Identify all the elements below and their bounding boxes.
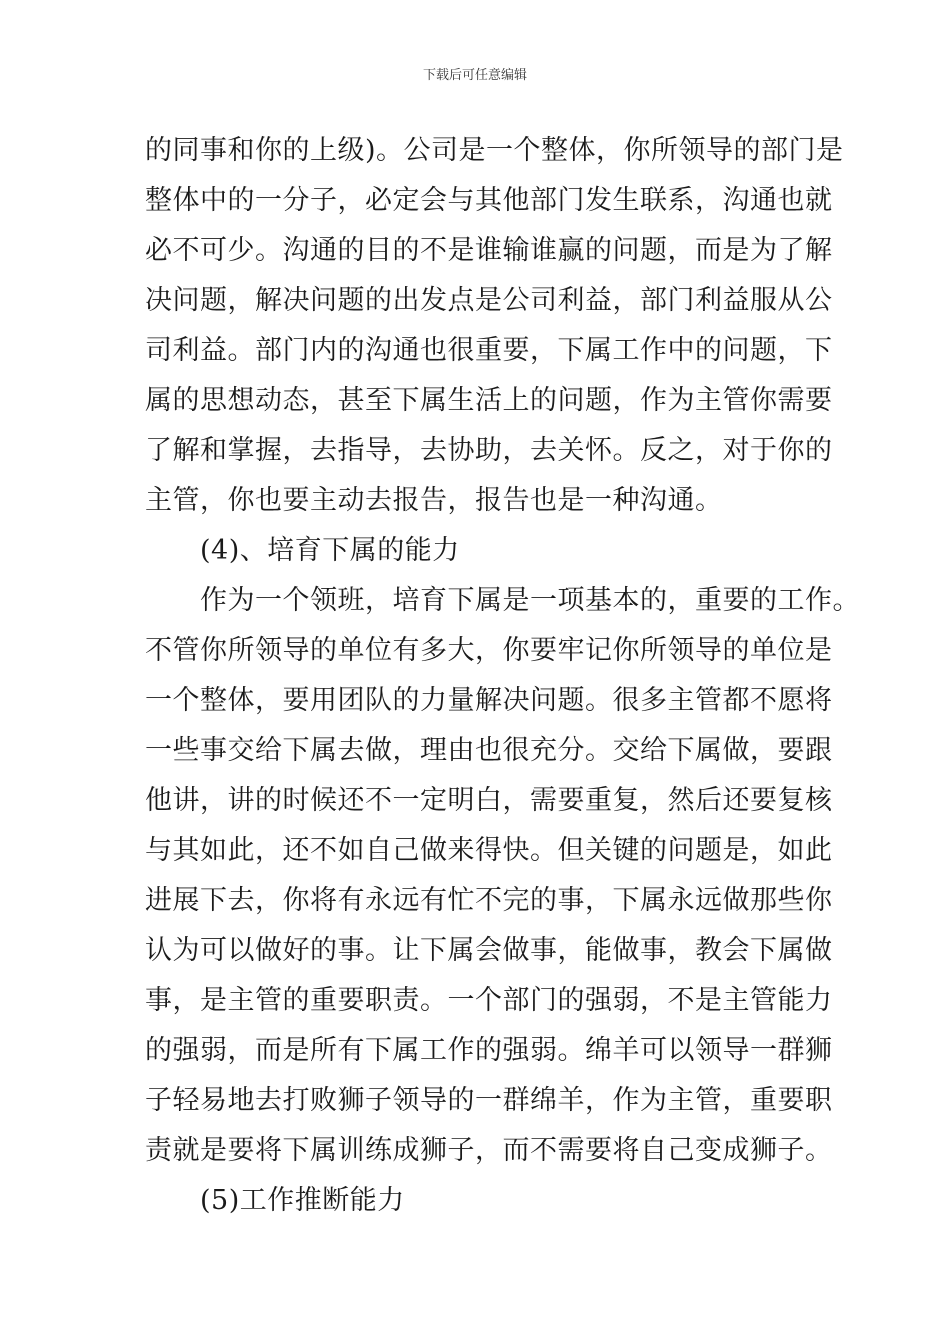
text-line: 了解和掌握，去指导，去协助，去关怀。反之，对于你的 [145, 435, 833, 466]
text-line: 一个整体，要用团队的力量解决问题。很多主管都不愿将 [145, 685, 833, 716]
text-line: 与其如此，还不如自己做来得快。但关键的问题是，如此 [145, 835, 833, 866]
text-line: 进展下去，你将有永远有忙不完的事，下属永远做那些你 [145, 885, 833, 916]
text-line: 作为一个领班，培育下属是一项基本的，重要的工作。 [200, 585, 860, 616]
text-line: 不管你所领导的单位有多大，你要牢记你所领导的单位是 [145, 635, 833, 666]
text-line: 一些事交给下属去做，理由也很充分。交给下属做，要跟 [145, 735, 833, 766]
text-line: 属的思想动态，甚至下属生活上的问题，作为主管你需要 [145, 385, 833, 416]
section-heading: (4)、培育下属的能力 [200, 535, 460, 566]
text-line: 必不可少。沟通的目的不是谁输谁赢的问题，而是为了解 [145, 235, 833, 266]
text-line: 整体中的一分子，必定会与其他部门发生联系，沟通也就 [145, 185, 833, 216]
page-header: 下载后可任意编辑 [422, 68, 527, 83]
text-line: 子轻易地去打败狮子领导的一群绵羊，作为主管，重要职 [145, 1085, 833, 1116]
text-line: 他讲，讲的时候还不一定明白，需要重复，然后还要复核 [145, 785, 833, 816]
text-line: 责就是要将下属训练成狮子，而不需要将自己变成狮子。 [145, 1135, 833, 1166]
text-line: 事，是主管的重要职责。一个部门的强弱，不是主管能力 [145, 985, 833, 1016]
section-heading: (5)工作推断能力 [200, 1185, 405, 1216]
text-line: 的强弱，而是所有下属工作的强弱。绵羊可以领导一群狮 [145, 1035, 833, 1066]
text-line: 认为可以做好的事。让下属会做事，能做事，教会下属做 [145, 935, 833, 966]
text-line: 决问题，解决问题的出发点是公司利益，部门利益服从公 [145, 285, 833, 316]
text-line: 的同事和你的上级)。公司是一个整体，你所领导的部门是 [145, 135, 844, 166]
text-line: 主管，你也要主动去报告，报告也是一种沟通。 [145, 485, 723, 516]
text-line: 司利益。部门内的沟通也很重要，下属工作中的问题，下 [145, 335, 833, 366]
